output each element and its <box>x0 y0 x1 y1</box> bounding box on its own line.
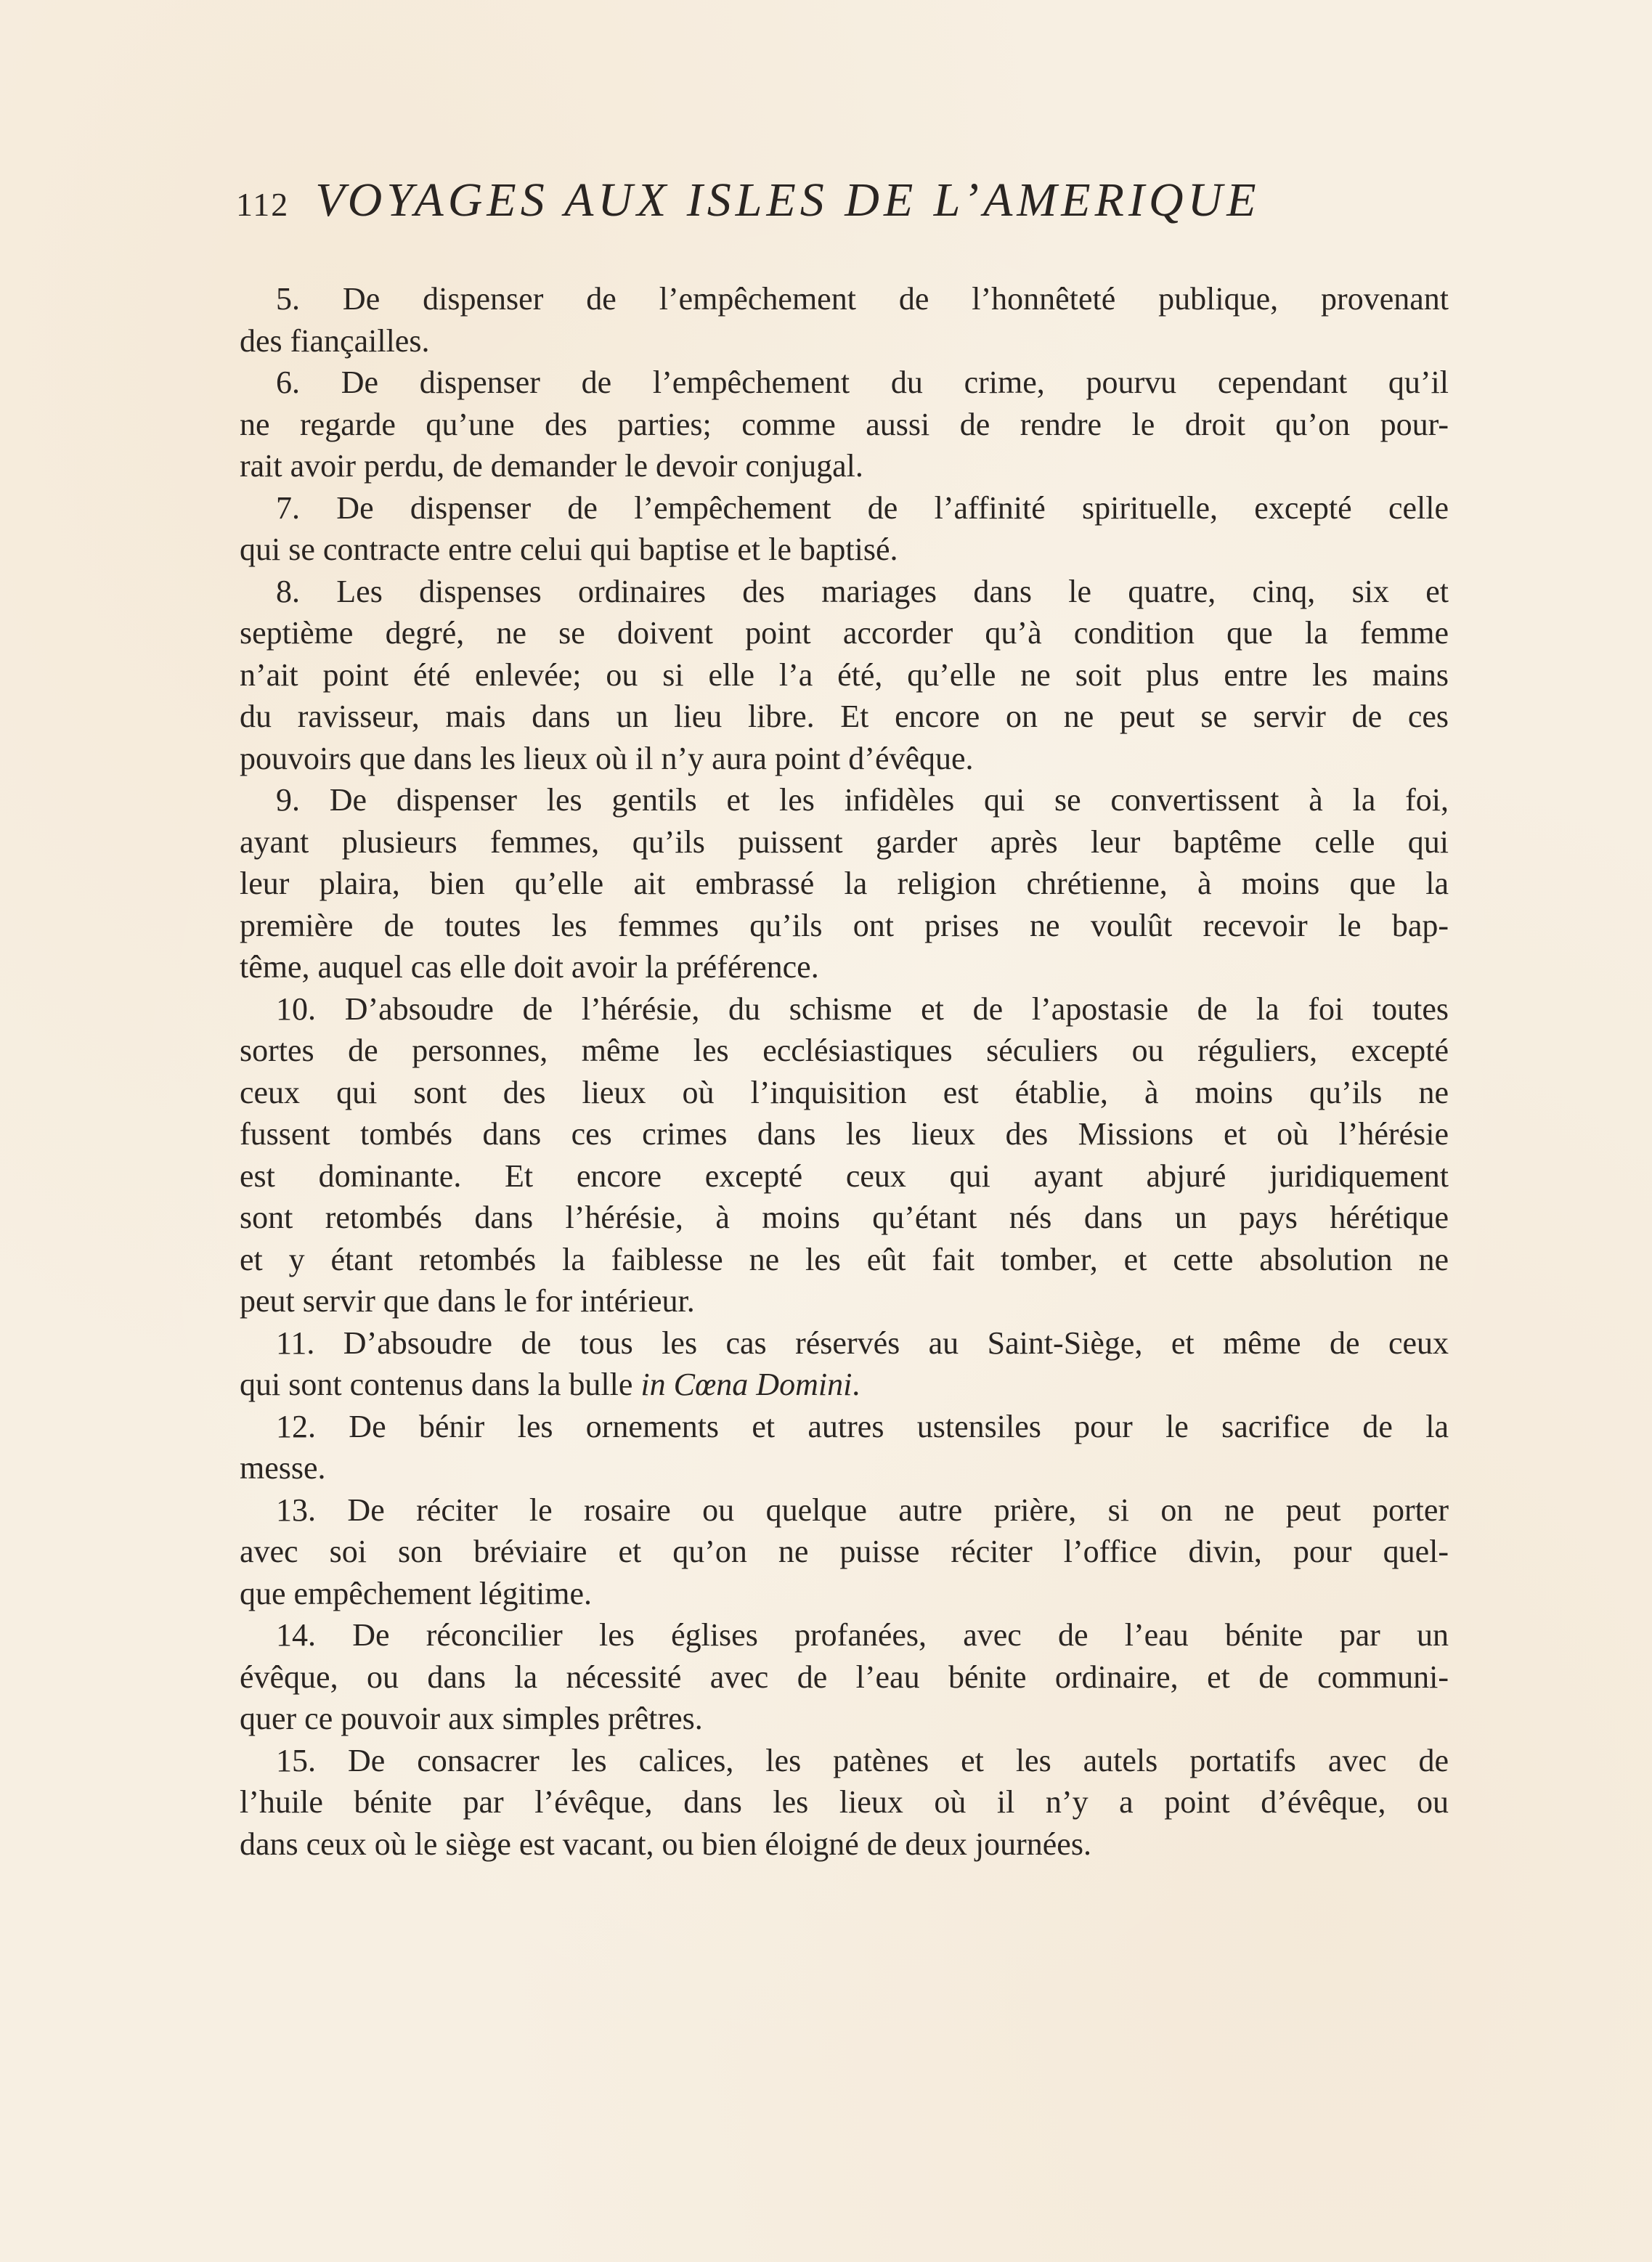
paragraph-13 <box>240 1489 1449 1615</box>
paragraph-12 <box>240 1406 1449 1489</box>
text-line: première de toutes les femmes qu’ils ont prises ne voulût recevoir le bap- <box>240 907 1449 943</box>
text-line: quer ce pouvoir aux simples prêtres. <box>240 1701 703 1736</box>
text-line: 11. D’absoudre de tous les cas réservés au Saint-Siège, et même de ceux <box>276 1325 1449 1361</box>
paragraph-10 <box>240 988 1449 1322</box>
text-line: dans ceux où le siège est vacant, ou bien éloigné de deux journées. <box>240 1826 1091 1862</box>
text-line: messe. <box>240 1450 326 1486</box>
text-line: fussent tombés dans ces crimes dans les lieux des Missions et où l’hérésie <box>240 1116 1449 1152</box>
text-line: 9. De dispenser les gentils et les infidèles qui se convertissent à la foi, <box>276 782 1449 818</box>
paragraph-11 <box>240 1322 1449 1406</box>
text-line: 5. De dispenser de l’empêchement de l’honnêteté publique, provenant <box>276 281 1449 317</box>
text-line: ne regarde qu’une des parties; comme aussi de rendre le droit qu’on pour- <box>240 406 1449 442</box>
text-line: des fiançailles. <box>240 322 430 359</box>
text-line: tême, auquel cas elle doit avoir la préférence. <box>240 949 819 985</box>
text-line: ceux qui sont des lieux où l’inquisition est établie, à moins qu’ils ne <box>240 1074 1449 1110</box>
text-line: 13. De réciter le rosaire ou quelque autre prière, si on ne peut porter <box>276 1492 1449 1528</box>
paragraph-7 <box>240 487 1449 571</box>
text-line: septième degré, ne se doivent point accorder qu’à condition que la femme <box>240 615 1449 651</box>
text-line: n’ait point été enlevée; ou si elle l’a été, qu’elle ne soit plus entre les mains <box>240 656 1449 693</box>
text-line: et y étant retombés la faiblesse ne les eût fait tomber, et cette absolution ne <box>240 1241 1449 1277</box>
text-line: ayant plusieurs femmes, qu’ils puissent garder après leur baptême celle qui <box>240 823 1449 860</box>
running-head <box>236 173 1261 231</box>
body-text <box>240 278 1449 1865</box>
text-line: 10. D’absoudre de l’hérésie, du schisme et de l’apostasie de la foi toutes <box>276 990 1449 1027</box>
text-line: qui se contracte entre celui qui baptise et le baptisé. <box>240 532 898 567</box>
text-line: sont retombés dans l’hérésie, à moins qu’étant nés dans un pays hérétique <box>240 1200 1449 1235</box>
text-line: 7. De dispenser de l’empêchement de l’affinité spirituelle, excepté celle <box>276 489 1449 526</box>
text-line: évêque, ou dans la nécessité avec de l’eau bénite ordinaire, et de communi- <box>240 1659 1449 1695</box>
paragraph-14 <box>240 1614 1449 1740</box>
text-line: pouvoirs que dans les lieux où il n’y aura point d’évêque. <box>240 740 974 776</box>
text-line: sortes de personnes, même les ecclésiastiques séculiers ou réguliers, excepté <box>240 1033 1449 1068</box>
paragraph-8 <box>240 571 1449 780</box>
text-line: l’huile bénite par l’évêque, dans les lieux où il n’y a point d’évêque, ou <box>240 1784 1449 1820</box>
text-line: 6. De dispenser de l’empêchement du crime, pourvu cependant qu’il <box>276 365 1449 400</box>
text-line: est dominante. Et encore excepté ceux qui ayant abjuré juridiquement <box>240 1158 1449 1194</box>
text-span: qui sont contenus dans la bulle <box>240 1367 641 1402</box>
text-line: 12. De bénir les ornements et autres ustensiles pour le sacrifice de la <box>276 1408 1449 1444</box>
running-title: VOYAGES AUX ISLES DE L’AMERIQUE <box>315 174 1261 227</box>
text-line: rait avoir perdu, de demander le devoir conjugal. <box>240 448 863 484</box>
text-line: peut servir que dans le for intérieur. <box>240 1283 695 1319</box>
text-span: . <box>852 1367 860 1402</box>
text-line: 15. De consacrer les calices, les patènes et les autels portatifs avec de <box>276 1742 1449 1778</box>
text-line: 8. Les dispenses ordinaires des mariages dans le quatre, cinq, six et <box>276 573 1449 609</box>
paragraph-6 <box>240 362 1449 487</box>
text-line: 14. De réconcilier les églises profanées, avec de l’eau bénite par un <box>276 1617 1449 1653</box>
page-number: 112 <box>236 186 290 223</box>
text-line: leur plaira, bien qu’elle ait embrassé la religion chrétienne, à moins que la <box>240 866 1449 901</box>
paragraph-15 <box>240 1740 1449 1866</box>
text-line: que empêchement légitime. <box>240 1575 593 1611</box>
paragraph-9 <box>240 779 1449 988</box>
text-line <box>240 1364 1449 1406</box>
text-line: avec soi son bréviaire et qu’on ne puisse réciter l’office divin, pour quel- <box>240 1534 1449 1569</box>
italic-title: in Cœna Domini <box>640 1367 853 1402</box>
paragraph-5 <box>240 278 1449 362</box>
text-line: du ravisseur, mais dans un lieu libre. Et encore on ne peut se servir de ces <box>240 699 1449 734</box>
